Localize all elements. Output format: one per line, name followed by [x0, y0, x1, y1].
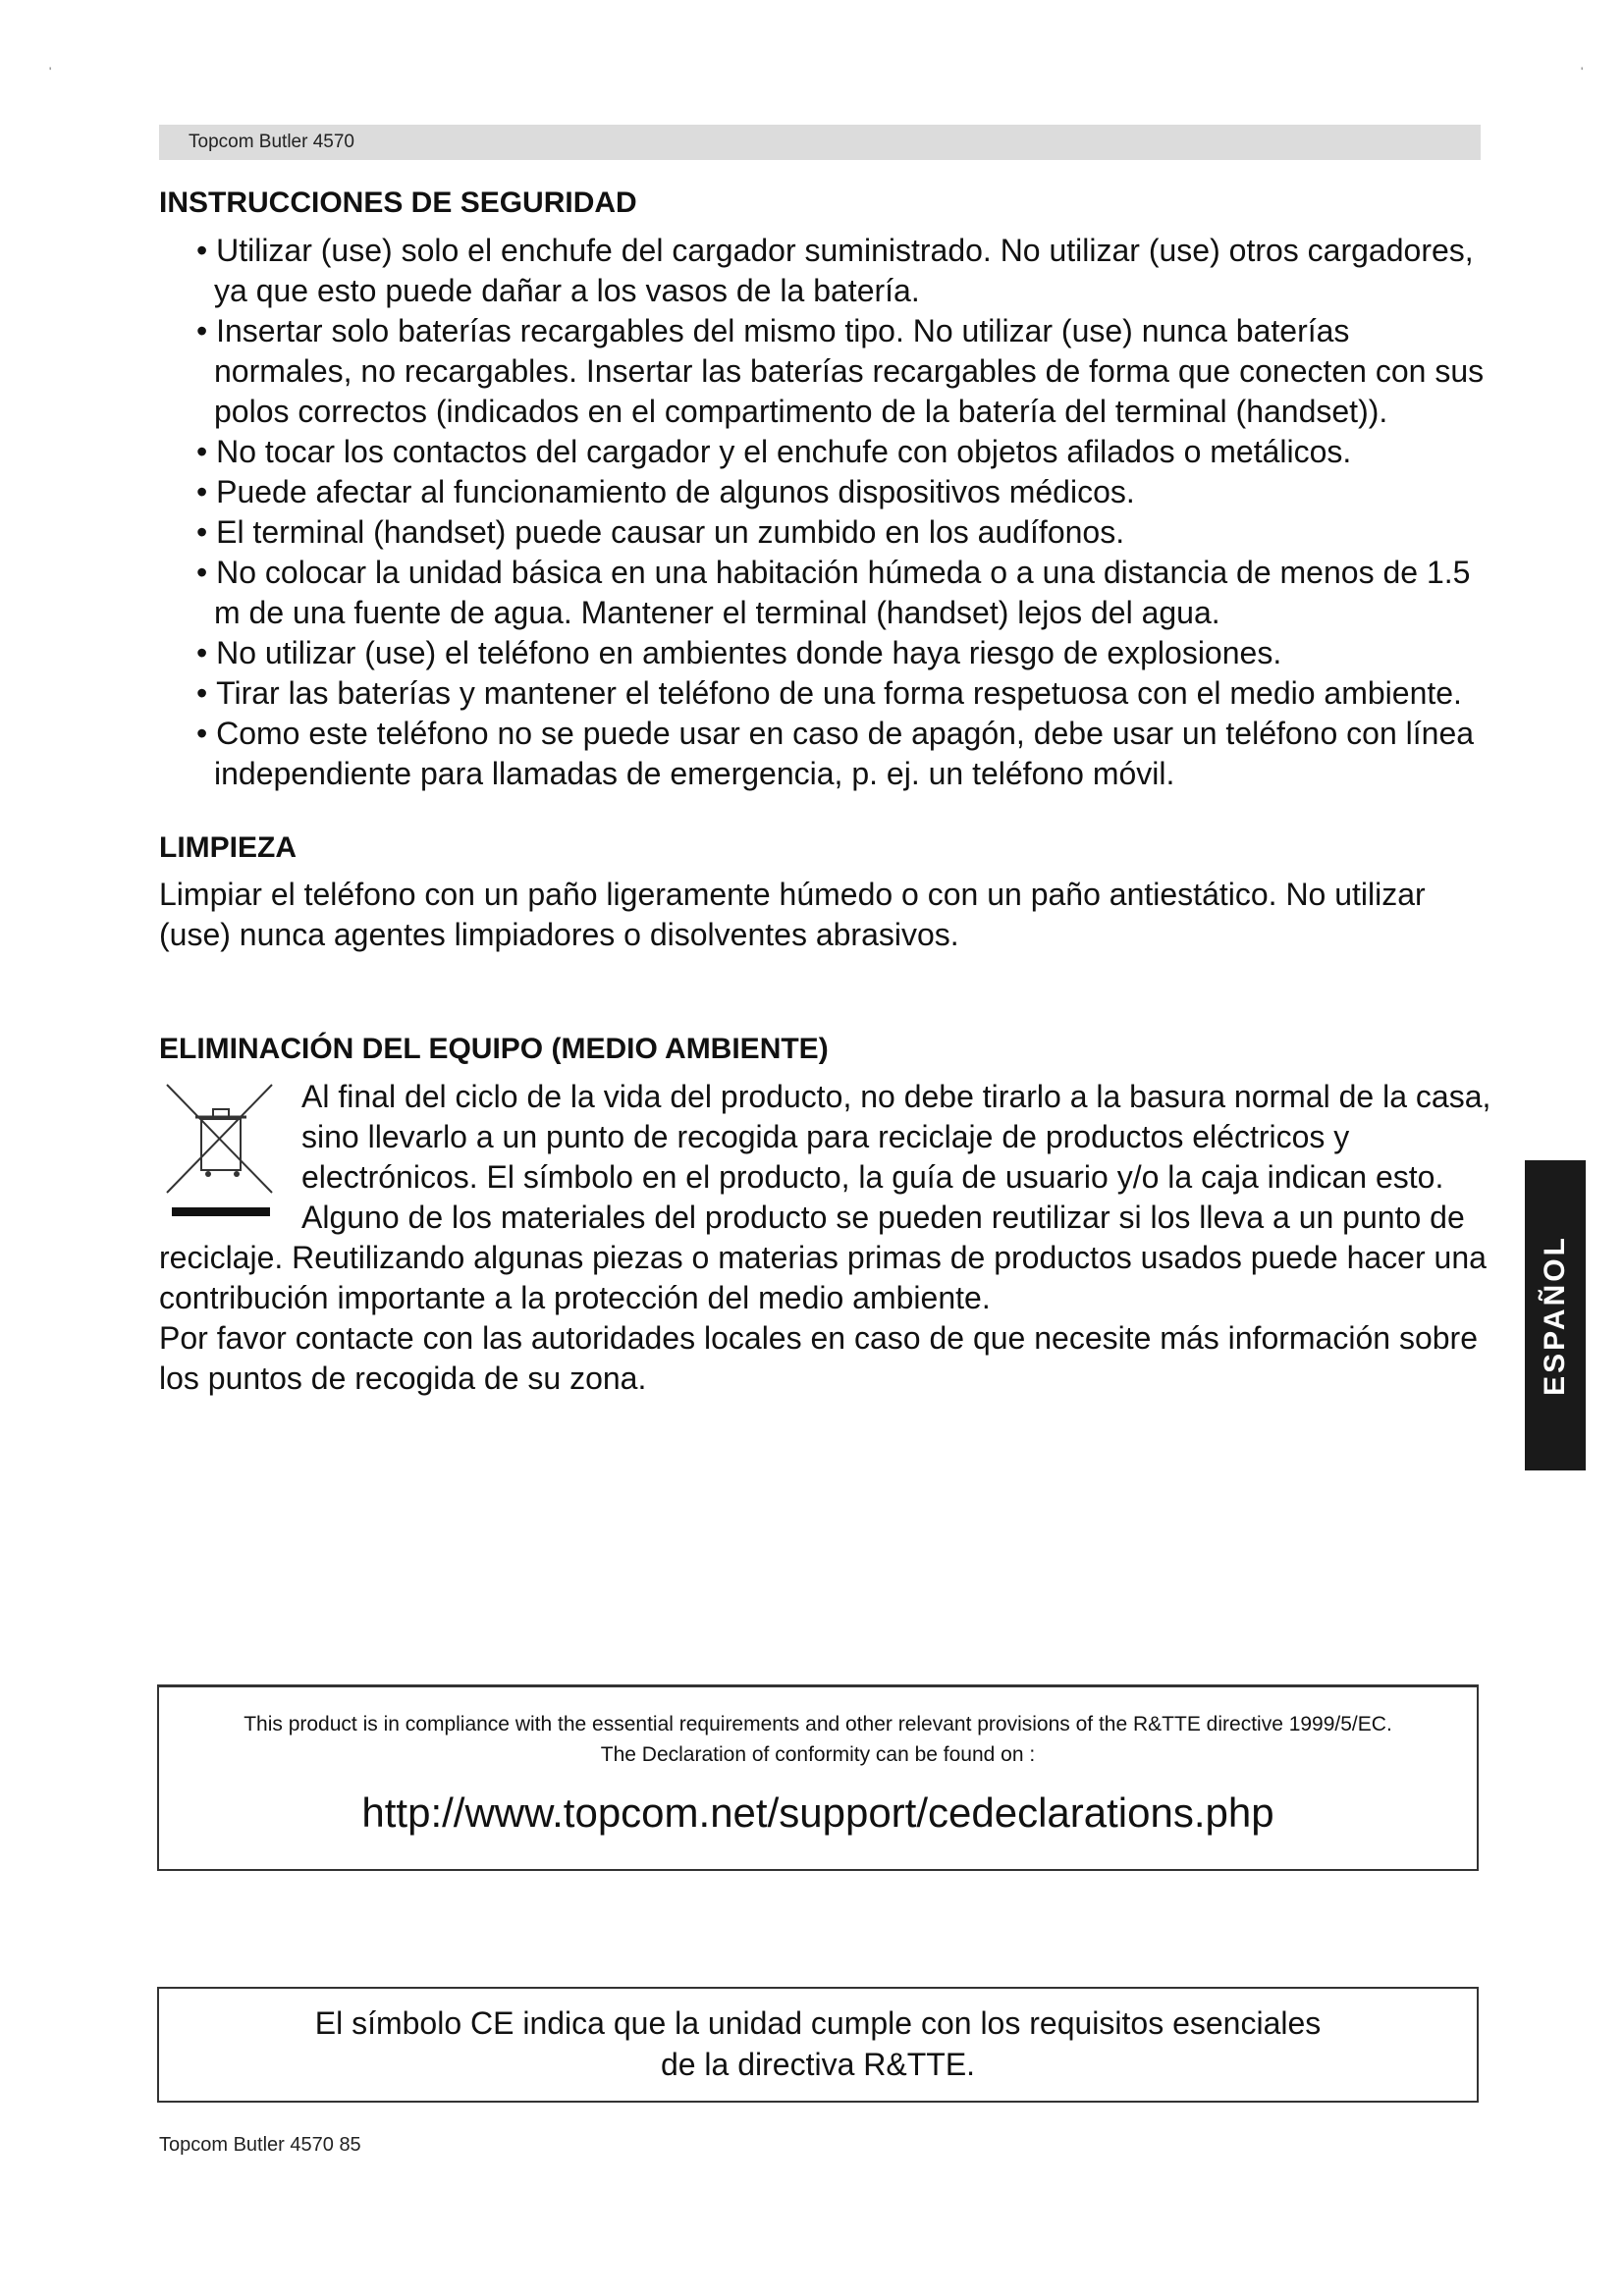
corner-mark-right: ' [1581, 65, 1584, 79]
ce-notice-line-1: El símbolo CE indica que la unidad cumple con los requisitos esenciales [314, 2005, 1322, 2041]
list-item: • El terminal (handset) puede causar un zumbido en los audífonos. [159, 512, 1485, 553]
page-header [159, 125, 1481, 160]
language-tab-label: ESPAÑOL [1539, 1235, 1571, 1396]
declaration-url[interactable]: http://www.topcom.net/support/cedeclarations.php [361, 1789, 1274, 1836]
ce-notice-line-2: de la directiva R&TTE. [660, 2047, 976, 2082]
disposal-paragraph: Al final del ciclo de la vida del producto, no debe tirarlo a la basura normal de la casa, sino llevarlo a un punto de recogida para reciclaje de productos eléctricos y electrónicos. El símbolo en el producto, la guía de usuario y/o la caja indican esto. Alguno de los materiales del producto se pueden reutilizar si los lleva a un punto de reciclaje. Reutilizando algunas piezas o materias primas de productos usados puede hacer una contribución importante a la protección del medio ambiente. [159, 1079, 1491, 1315]
disposal-text [159, 1077, 1494, 1399]
icon-spacer [159, 1077, 301, 1234]
disposal-paragraph-2: Por favor contacte con las autoridades locales en caso de que necesite más información sobre los puntos de recogida de su zona. [159, 1320, 1478, 1396]
list-item: • Utilizar (use) solo el enchufe del cargador suministrado. No utilizar (use) otros cargadores, ya que esto puede dañar a los vasos de la batería. [159, 231, 1485, 311]
corner-mark-left: ' [49, 65, 52, 79]
list-item: • No utilizar (use) el teléfono en ambientes donde haya riesgo de explosiones. [159, 633, 1485, 673]
list-item: • No tocar los contactos del cargador y el enchufe con objetos afilados o metálicos. [159, 432, 1485, 472]
safety-list [159, 231, 1485, 794]
ce-notice-box [157, 1987, 1479, 2103]
disposal-heading: ELIMINACIÓN DEL EQUIPO (MEDIO AMBIENTE) [159, 1033, 829, 1065]
list-item: • Tirar las baterías y mantener el teléfono de una forma respetuosa con el medio ambiente. [159, 673, 1485, 714]
list-item: • No colocar la unidad básica en una habitación húmeda o a una distancia de menos de 1.5 m de una fuente de agua. Mantener el terminal (handset) lejos del agua. [159, 553, 1485, 633]
compliance-line-1: This product is in compliance with the essential requirements and other relevant provisions of the R&TTE directive 1999/5/EC. [244, 1713, 1392, 1735]
cleaning-text: Limpiar el teléfono con un paño ligeramente húmedo o con un paño antiestático. No utilizar (use) nunca agentes limpiadores o disolventes abrasivos. [159, 877, 1426, 952]
cleaning-heading: LIMPIEZA [159, 831, 297, 864]
list-item: • Puede afectar al funcionamiento de algunos dispositivos médicos. [159, 472, 1485, 512]
list-item: • Como este teléfono no se puede usar en caso de apagón, debe usar un teléfono con línea independiente para llamadas de emergencia, p. ej. un teléfono móvil. [159, 714, 1485, 794]
page-footer: Topcom Butler 4570 85 [159, 2134, 361, 2156]
compliance-box [157, 1684, 1479, 1871]
header-title: Topcom Butler 4570 [189, 132, 354, 152]
safety-heading: INSTRUCCIONES DE SEGURIDAD [159, 187, 637, 219]
compliance-line-2: The Declaration of conformity can be found on : [600, 1743, 1036, 1766]
list-item: • Insertar solo baterías recargables del mismo tipo. No utilizar (use) nunca baterías normales, no recargables. Insertar las baterías recargables de forma que conecten con sus polos correctos (indicados en el compartimento de la batería del terminal (handset)). [159, 311, 1485, 432]
language-tab [1525, 1160, 1586, 1470]
